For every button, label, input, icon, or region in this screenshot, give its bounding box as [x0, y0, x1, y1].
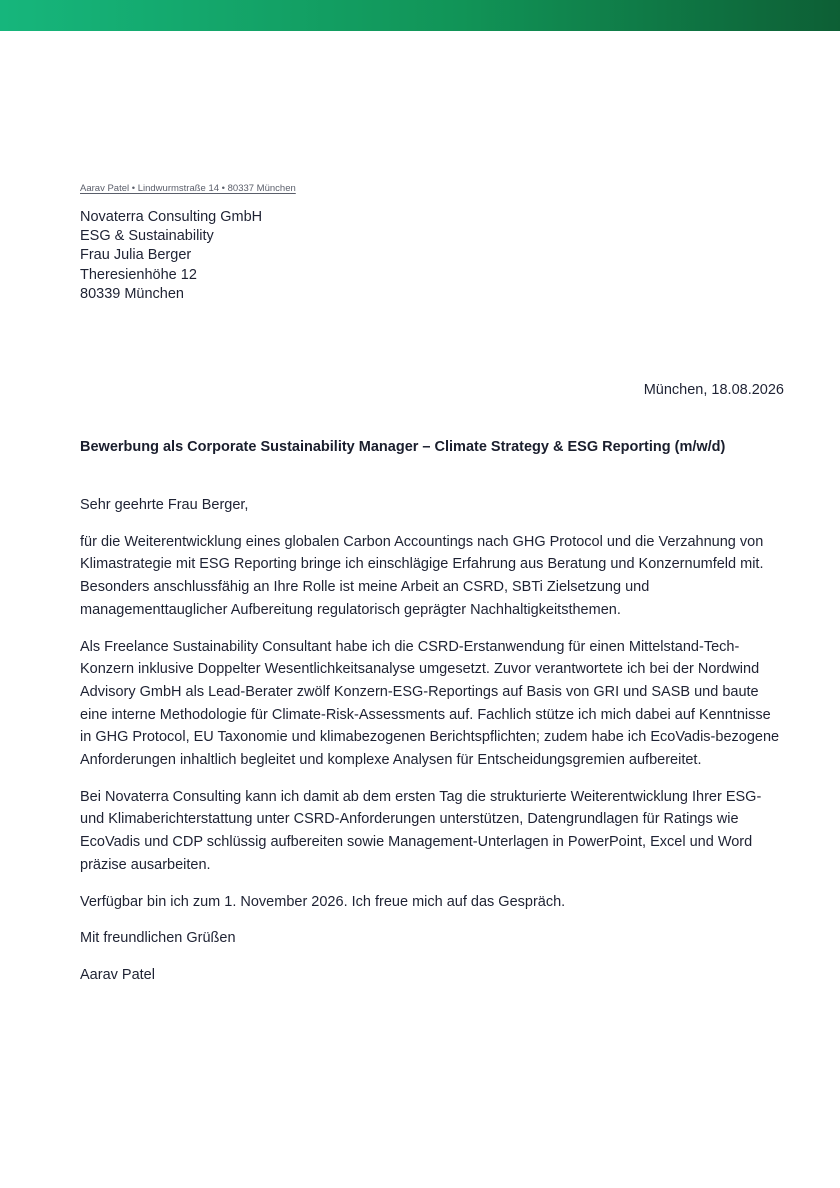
recipient-department: ESG & Sustainability [80, 228, 214, 245]
salutation: Sehr geehrte Frau Berger, [80, 497, 249, 513]
sender-return-address: Aarav Patel • Lindwurmstraße 14 • 80337 München [80, 183, 296, 194]
body-paragraph-1: für die Weiterentwicklung eines globalen Carbon Accountings nach GHG Protocol und die Verzahnung von Klimastrategie mit ESG Reporting bringe ich einschlägige Erfahrung aus Beratung und Konzernumfeld mit. Besonders anschlussfähig an Ihre Rolle ist meine Arbeit an CSRD, SBTi Zielsetzung und managementtauglicher Aufbereitung regulatorisch geprägter Nachhaltigkeitsthemen. [80, 533, 764, 618]
letter-body [80, 494, 784, 1001]
header-accent-band [0, 0, 840, 31]
recipient-street: Theresienhöhe 12 [80, 266, 197, 283]
recipient-company: Novaterra Consulting GmbH [80, 209, 263, 225]
place-and-date: München, 18.08.2026 [643, 382, 784, 398]
body-paragraph-2: Als Freelance Sustainability Consultant habe ich die CSRD-Erstanwendung für einen Mittelstand-Tech-Konzern inklusive Doppelter Wesentlichkeitsanalyse umgesetzt. Zuvor verantwortete ich bei der Nordwind Advisory GmbH als Lead-Berater zwölf Konzern-ESG-Reportings auf Basis von GRI und SASB und baute eine interne Methodologie für Climate-Risk-Assessments auf. Fachlich stütze ich mich dabei auf Kenntnisse in GHG Protocol, EU Taxonomie und klimabezogenen Berichtspflichten; zudem habe ich EcoVadis-bezogene Anforderungen inhaltlich begleitet und komplexe Analysen für Entscheidungsgremien aufbereitet. [80, 638, 780, 769]
recipient-city: 80339 München [80, 285, 184, 302]
letter-subject: Bewerbung als Corporate Sustainability Manager – Climate Strategy & ESG Reporting (m/w/d) [80, 439, 726, 455]
recipient-address-block [80, 208, 262, 304]
signature-name: Aarav Patel [80, 966, 155, 983]
closing-phrase: Mit freundlichen Grüßen [80, 930, 236, 947]
body-paragraph-3: Bei Novaterra Consulting kann ich damit ab dem ersten Tag die strukturierte Weiterentwicklung Ihrer ESG- und Klimaberichterstattung unter CSRD-Anforderungen unterstützen, Datengrundlagen für Ratings wie EcoVadis und CDP schlüssig aufbereiten sowie Management-Unterlagen in PowerPoint, Excel und Word präzise ausarbeiten. [80, 788, 762, 873]
body-paragraph-4: Verfügbar bin ich zum 1. November 2026. Ich freue mich auf das Gespräch. [80, 893, 566, 910]
recipient-person: Frau Julia Berger [80, 247, 192, 264]
